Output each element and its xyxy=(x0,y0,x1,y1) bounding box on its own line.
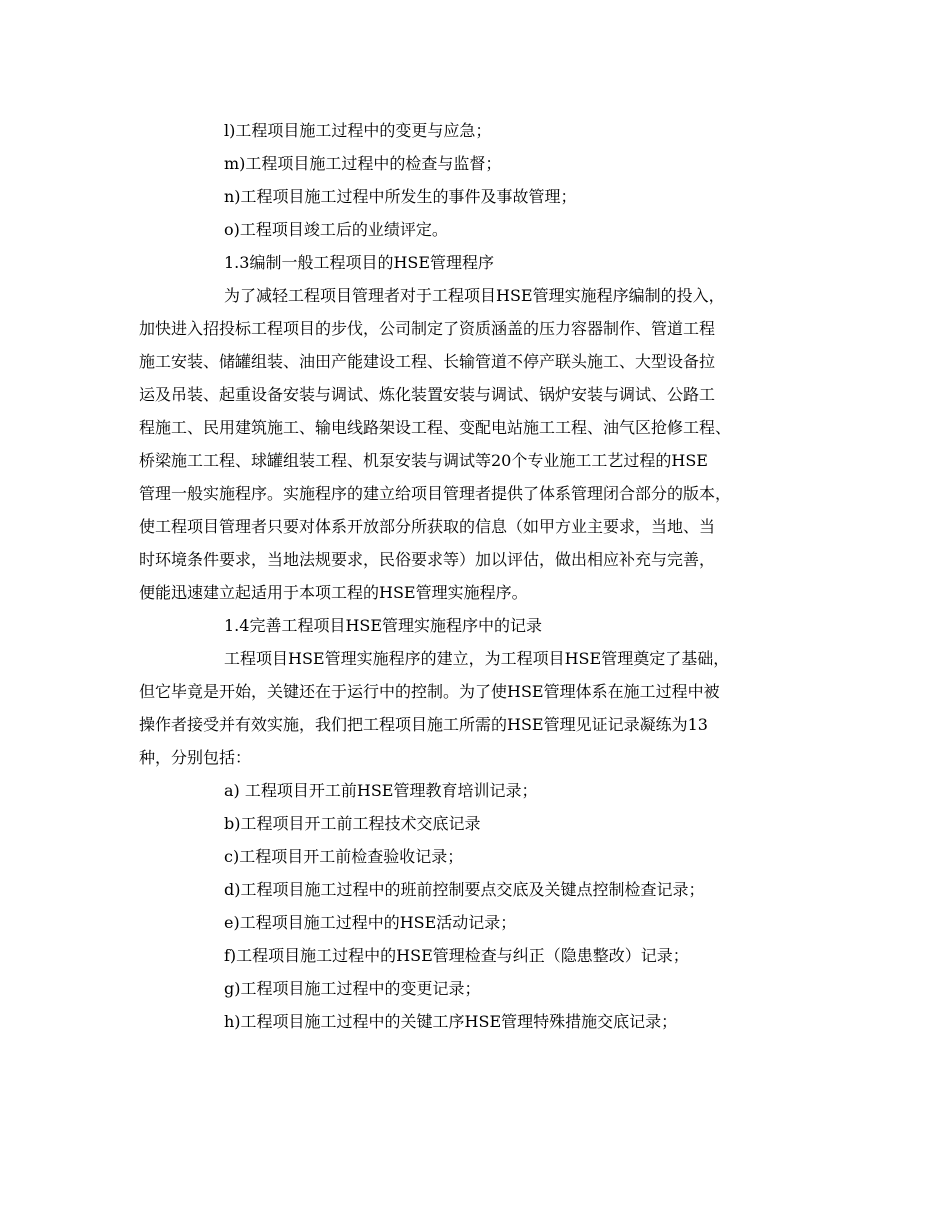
paragraph-line: 便能迅速建立起适用于本项工程的HSE管理实施程序。 xyxy=(139,583,528,602)
section-heading-1-4: 1.4完善工程项目HSE管理实施程序中的记录 xyxy=(224,616,543,635)
paragraph-line: 加快进入招投标工程项目的步伐，公司制定了资质涵盖的压力容器制作、管道工程 xyxy=(139,319,716,338)
paragraph-line: 运及吊装、起重设备安装与调试、炼化装置安装与调试、锅炉安装与调试、公路工 xyxy=(139,385,716,404)
record-item-f: f)工程项目施工过程中的HSE管理检查与纠正（隐患整改）记录； xyxy=(224,946,689,965)
paragraph-line: 为了减轻工程项目管理者对于工程项目HSE管理实施程序编制的投入， xyxy=(224,286,725,305)
record-item-d: d)工程项目施工过程中的班前控制要点交底及关键点控制检查记录； xyxy=(224,880,705,899)
paragraph-line: 操作者接受并有效实施，我们把工程项目施工所需的HSE管理见证记录凝练为13 xyxy=(139,715,708,734)
paragraph-line: 桥梁施工工程、球罐组装工程、机泵安装与调试等20个专业施工工艺过程的HSE xyxy=(139,451,708,470)
paragraph-line: 程施工、民用建筑施工、输电线路架设工程、变配电站施工工程、油气区抢修工程、 xyxy=(139,418,732,437)
paragraph-line: 工程项目HSE管理实施程序的建立，为工程项目HSE管理奠定了基础， xyxy=(224,649,730,668)
list-item-n: n)工程项目施工过程中所发生的事件及事故管理； xyxy=(224,187,577,206)
section-heading-1-3: 1.3编制一般工程项目的HSE管理程序 xyxy=(224,253,495,272)
record-item-b: b)工程项目开工前工程技术交底记录 xyxy=(224,814,481,833)
paragraph-line: 使工程项目管理者只要对体系开放部分所获取的信息（如甲方业主要求，当地、当 xyxy=(139,517,716,536)
paragraph-line: 时环境条件要求，当地法规要求，民俗要求等）加以评估，做出相应补充与完善， xyxy=(139,550,716,569)
record-item-h: h)工程项目施工过程中的关键工序HSE管理特殊措施交底记录； xyxy=(224,1012,678,1031)
list-item-m: m)工程项目施工过程中的检查与监督； xyxy=(224,154,502,173)
list-item-o: o)工程项目竣工后的业绩评定。 xyxy=(224,220,448,239)
paragraph-line: 种，分别包括： xyxy=(139,748,252,767)
record-item-e: e)工程项目施工过程中的HSE活动记录； xyxy=(224,913,517,932)
record-item-a: a) 工程项目开工前HSE管理教育培训记录； xyxy=(224,781,538,800)
record-item-g: g)工程项目施工过程中的变更记录； xyxy=(224,979,481,998)
paragraph-line: 施工安装、储罐组装、油田产能建设工程、长输管道不停产联头施工、大型设备拉 xyxy=(139,352,716,371)
paragraph-line: 管理一般实施程序。实施程序的建立给项目管理者提供了体系管理闭合部分的版本， xyxy=(139,484,732,503)
list-item-l: l)工程项目施工过程中的变更与应急； xyxy=(224,121,492,140)
record-item-c: c)工程项目开工前检查验收记录； xyxy=(224,847,464,866)
paragraph-line: 但它毕竟是开始，关键还在于运行中的控制。为了使HSE管理体系在施工过程中被 xyxy=(139,682,720,701)
